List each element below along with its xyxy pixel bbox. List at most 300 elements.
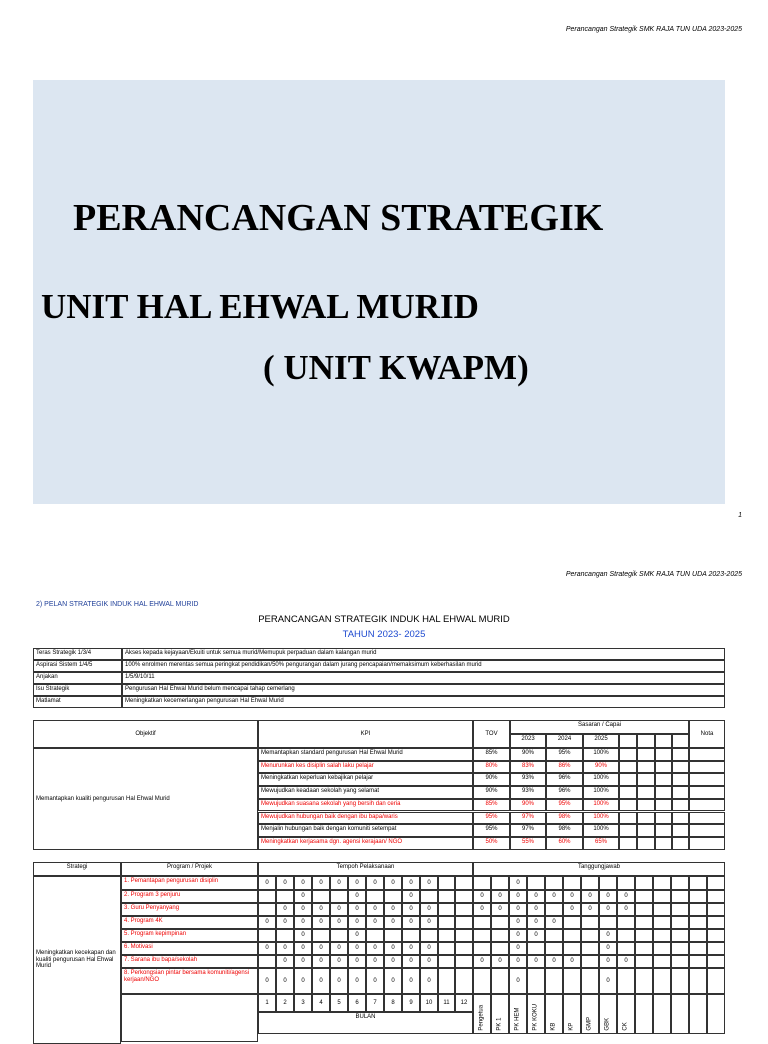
- kpi-empty: [637, 812, 655, 825]
- month-cell: 0: [330, 955, 348, 968]
- month-cell: [455, 903, 473, 916]
- month-cell: [258, 929, 276, 942]
- month-cell: 0: [384, 876, 402, 890]
- month-cell: 0: [312, 876, 330, 890]
- resp-cell: [581, 955, 599, 968]
- kpi-tov: 95%: [473, 824, 510, 837]
- kpi-empty: [637, 786, 655, 799]
- resp-cell: [617, 916, 635, 929]
- doc-title: PERANCANGAN STRATEGIK INDUK HAL EHWAL MURID: [258, 614, 510, 625]
- kpi-nota: [689, 812, 725, 825]
- kpi-item: Mewujudkan keadaan sekolah yang selamat: [258, 786, 473, 799]
- resp-cell: 0: [599, 890, 617, 903]
- resp-cell: [707, 876, 725, 890]
- kpi-2024: 95%: [546, 748, 583, 761]
- kpi-empty: [672, 786, 689, 799]
- year-header: 2023: [510, 734, 546, 748]
- month-cell: 0: [384, 903, 402, 916]
- objektif-header: Objektif: [33, 720, 258, 748]
- kpi-item: Meningkatkan kerjasama dgn. agensi kerajaan/ NGO: [258, 837, 473, 850]
- kpi-header: KPI: [258, 720, 473, 748]
- bulan-label: BULAN: [258, 1012, 473, 1034]
- month-cell: 0: [402, 942, 420, 955]
- resp-cell: [581, 876, 599, 890]
- resp-cell: 0: [617, 903, 635, 916]
- month-number: 1: [258, 994, 276, 1012]
- month-cell: 0: [348, 929, 366, 942]
- month-cell: [455, 890, 473, 903]
- month-cell: 0: [420, 903, 438, 916]
- resp-cell: [689, 942, 707, 955]
- tov-header: TOV: [473, 720, 510, 748]
- resp-cell: 0: [581, 890, 599, 903]
- kpi-empty: [619, 824, 637, 837]
- kpi-item: Menjalin hubungan baik dengan komuniti setempat: [258, 824, 473, 837]
- month-number: 10: [420, 994, 438, 1012]
- month-cell: [384, 890, 402, 903]
- empty-year: [619, 734, 637, 748]
- kpi-tov: 90%: [473, 773, 510, 786]
- resp-cell: [635, 916, 653, 929]
- resp-cell: [473, 929, 491, 942]
- resp-header: [617, 994, 635, 1034]
- program-header: Program / Projek: [121, 862, 258, 876]
- resp-cell: 0: [545, 916, 563, 929]
- month-cell: [366, 890, 384, 903]
- month-cell: 0: [312, 916, 330, 929]
- resp-label: PK 1: [496, 1017, 503, 1031]
- resp-cell: 0: [491, 890, 509, 903]
- resp-cell: 0: [473, 955, 491, 968]
- resp-cell: [581, 929, 599, 942]
- resp-cell: [545, 903, 563, 916]
- resp-cell: [527, 968, 545, 994]
- resp-cell: [707, 929, 725, 942]
- kpi-empty: [637, 837, 655, 850]
- resp-cell: [671, 929, 689, 942]
- resp-cell: [653, 929, 671, 942]
- month-cell: [258, 890, 276, 903]
- resp-cell: [689, 916, 707, 929]
- resp-cell: [473, 876, 491, 890]
- kpi-empty: [672, 837, 689, 850]
- program-item: 5. Program kepimpinan: [121, 929, 258, 942]
- page-header: Perancangan Strategik SMK RAJA TUN UDA 2023-2025: [565, 26, 742, 33]
- resp-cell: [671, 916, 689, 929]
- objective-cell: Memantapkan kualiti pengurusan Hal Ehwal Murid: [33, 748, 258, 850]
- month-cell: [438, 942, 455, 955]
- month-cell: 0: [366, 955, 384, 968]
- month-cell: 0: [402, 903, 420, 916]
- kpi-2025: 100%: [583, 773, 619, 786]
- month-cell: 0: [312, 942, 330, 955]
- kpi-empty: [619, 812, 637, 825]
- resp-cell: 0: [563, 903, 581, 916]
- resp-cell: 0: [509, 968, 527, 994]
- resp-label: PK HEM: [514, 1007, 521, 1031]
- kpi-empty: [655, 812, 672, 825]
- month-number: 8: [384, 994, 402, 1012]
- resp-cell: [617, 942, 635, 955]
- resp-cell: [563, 942, 581, 955]
- resp-cell: [635, 876, 653, 890]
- kpi-2023: 90%: [510, 748, 546, 761]
- resp-cell: [581, 916, 599, 929]
- month-cell: [366, 929, 384, 942]
- resp-cell: [707, 903, 725, 916]
- resp-cell: 0: [509, 876, 527, 890]
- resp-cell: [689, 968, 707, 994]
- month-cell: 0: [420, 968, 438, 994]
- resp-cell: [563, 876, 581, 890]
- resp-cell: 0: [545, 890, 563, 903]
- month-number: 9: [402, 994, 420, 1012]
- kpi-tov: 95%: [473, 812, 510, 825]
- kpi-item: Meningkatkan keperluan kebajikan pelajar: [258, 773, 473, 786]
- kpi-item: Memantapkan standard pengurusan Hal Ehwal Murid: [258, 748, 473, 761]
- month-cell: 0: [294, 916, 312, 929]
- month-cell: 0: [384, 916, 402, 929]
- page-number: 1: [738, 512, 742, 519]
- resp-header: [671, 994, 689, 1034]
- month-cell: 0: [294, 903, 312, 916]
- info-value: 100% enrolmen merentas semua peringkat pendidikan/50% pengurangan dalam jurang pencapaian/memaksimum keberhasilan murid: [122, 660, 725, 672]
- resp-cell: [473, 942, 491, 955]
- resp-cell: 0: [509, 942, 527, 955]
- month-cell: [455, 942, 473, 955]
- kpi-2025: 100%: [583, 786, 619, 799]
- resp-cell: 0: [527, 890, 545, 903]
- month-cell: [455, 876, 473, 890]
- program-item: 6. Motivasi: [121, 942, 258, 955]
- resp-cell: [635, 929, 653, 942]
- resp-cell: [653, 890, 671, 903]
- resp-cell: [545, 942, 563, 955]
- month-cell: [438, 890, 455, 903]
- resp-label: PK KOKU: [532, 1004, 539, 1031]
- year-header: 2025: [583, 734, 619, 748]
- kpi-nota: [689, 748, 725, 761]
- resp-cell: [653, 876, 671, 890]
- resp-label: CK: [622, 1022, 629, 1031]
- resp-cell: 0: [473, 890, 491, 903]
- month-cell: [455, 955, 473, 968]
- month-cell: 0: [276, 916, 294, 929]
- month-cell: [438, 929, 455, 942]
- month-cell: 0: [330, 942, 348, 955]
- month-cell: 0: [330, 916, 348, 929]
- kpi-2023: 55%: [510, 837, 546, 850]
- month-cell: 0: [348, 955, 366, 968]
- month-cell: 0: [384, 955, 402, 968]
- resp-cell: [689, 876, 707, 890]
- program-item: 4. Program 4K: [121, 916, 258, 929]
- resp-cell: [581, 942, 599, 955]
- resp-cell: [617, 929, 635, 942]
- resp-cell: [689, 903, 707, 916]
- resp-cell: [599, 876, 617, 890]
- kpi-tov: 90%: [473, 786, 510, 799]
- resp-cell: 0: [599, 929, 617, 942]
- resp-cell: [599, 916, 617, 929]
- resp-cell: [527, 876, 545, 890]
- resp-header: [527, 994, 545, 1034]
- kpi-2023: 97%: [510, 824, 546, 837]
- resp-cell: [671, 968, 689, 994]
- resp-cell: [689, 929, 707, 942]
- sasaran-header: Sasaran / Capai: [510, 720, 689, 734]
- resp-cell: 0: [617, 955, 635, 968]
- month-cell: 0: [402, 890, 420, 903]
- kpi-2023: 83%: [510, 761, 546, 774]
- resp-cell: 0: [563, 955, 581, 968]
- resp-cell: 0: [581, 903, 599, 916]
- resp-cell: [707, 955, 725, 968]
- resp-cell: [545, 929, 563, 942]
- empty-year: [637, 734, 655, 748]
- resp-cell: [545, 968, 563, 994]
- kpi-2023: 93%: [510, 786, 546, 799]
- month-cell: 0: [420, 916, 438, 929]
- program-blank: [121, 994, 258, 1042]
- month-cell: 0: [276, 955, 294, 968]
- cover-unit: UNIT HAL EHWAL MURID: [41, 287, 479, 326]
- month-cell: 0: [294, 929, 312, 942]
- kpi-empty: [655, 837, 672, 850]
- month-cell: 0: [258, 916, 276, 929]
- resp-cell: [635, 890, 653, 903]
- month-number: 11: [438, 994, 455, 1012]
- nota-header: Nota: [689, 720, 725, 748]
- kpi-empty: [655, 799, 672, 812]
- kpi-tov: 85%: [473, 748, 510, 761]
- month-number: 3: [294, 994, 312, 1012]
- month-cell: 0: [420, 876, 438, 890]
- resp-cell: [671, 876, 689, 890]
- kpi-empty: [637, 761, 655, 774]
- month-number: 4: [312, 994, 330, 1012]
- kpi-empty: [619, 837, 637, 850]
- resp-cell: [473, 916, 491, 929]
- month-cell: 0: [348, 916, 366, 929]
- program-item: 3. Guru Penyanyang: [121, 903, 258, 916]
- month-cell: [420, 890, 438, 903]
- kpi-empty: [619, 773, 637, 786]
- kpi-empty: [672, 812, 689, 825]
- resp-cell: [707, 942, 725, 955]
- resp-cell: 0: [599, 903, 617, 916]
- month-cell: [276, 890, 294, 903]
- month-cell: 0: [294, 942, 312, 955]
- resp-cell: [491, 968, 509, 994]
- kpi-empty: [655, 748, 672, 761]
- month-cell: [258, 903, 276, 916]
- month-cell: [276, 929, 294, 942]
- month-cell: 0: [348, 876, 366, 890]
- resp-cell: [563, 929, 581, 942]
- resp-label: KB: [550, 1022, 557, 1031]
- month-cell: 0: [366, 903, 384, 916]
- kpi-tov: 50%: [473, 837, 510, 850]
- kpi-2023: 97%: [510, 812, 546, 825]
- info-label: Anjakan: [33, 672, 122, 684]
- month-number: 6: [348, 994, 366, 1012]
- resp-cell: [671, 890, 689, 903]
- resp-header: [635, 994, 653, 1034]
- year-header: 2024: [546, 734, 583, 748]
- month-cell: 0: [402, 968, 420, 994]
- month-cell: 0: [330, 876, 348, 890]
- kpi-nota: [689, 786, 725, 799]
- kpi-nota: [689, 799, 725, 812]
- empty-year: [672, 734, 689, 748]
- strategi-header: Strategi: [33, 862, 121, 876]
- kpi-2025: 100%: [583, 824, 619, 837]
- resp-cell: [635, 955, 653, 968]
- kpi-tov: 80%: [473, 761, 510, 774]
- resp-header: [545, 994, 563, 1034]
- info-value: 1/5/9/10/11: [122, 672, 725, 684]
- tempoh-header: Tempoh Pelaksanaan: [258, 862, 473, 876]
- resp-cell: [563, 968, 581, 994]
- kpi-2023: 90%: [510, 799, 546, 812]
- kpi-item: Mewujudkan hubungan baik dengan ibu bapa/waris: [258, 812, 473, 825]
- resp-cell: [491, 876, 509, 890]
- cover-block: [33, 80, 725, 504]
- resp-cell: [671, 903, 689, 916]
- kpi-2024: 95%: [546, 799, 583, 812]
- resp-cell: [563, 916, 581, 929]
- month-number: 12: [455, 994, 473, 1012]
- month-cell: [312, 890, 330, 903]
- resp-cell: [707, 916, 725, 929]
- month-cell: 0: [258, 968, 276, 994]
- resp-cell: [491, 916, 509, 929]
- resp-cell: [671, 955, 689, 968]
- resp-cell: [473, 968, 491, 994]
- resp-cell: [707, 968, 725, 994]
- resp-header: [509, 994, 527, 1034]
- month-cell: 0: [366, 968, 384, 994]
- kpi-2024: 60%: [546, 837, 583, 850]
- resp-label: Pengetua: [478, 1005, 485, 1031]
- kpi-empty: [637, 799, 655, 812]
- month-cell: [402, 929, 420, 942]
- month-cell: 0: [348, 968, 366, 994]
- resp-cell: [689, 955, 707, 968]
- month-cell: 0: [312, 903, 330, 916]
- kpi-nota: [689, 773, 725, 786]
- info-value: Akses kepada kejayaan/Ekuiti untuk semua murid/Memupuk perpaduan dalam kalangan murid: [122, 648, 725, 660]
- resp-cell: 0: [473, 903, 491, 916]
- month-cell: 0: [294, 890, 312, 903]
- month-cell: 0: [276, 942, 294, 955]
- resp-cell: 0: [599, 942, 617, 955]
- resp-cell: [671, 942, 689, 955]
- resp-cell: [581, 968, 599, 994]
- month-cell: 0: [348, 903, 366, 916]
- resp-header: [491, 994, 509, 1034]
- kpi-empty: [637, 773, 655, 786]
- resp-cell: 0: [509, 929, 527, 942]
- resp-cell: 0: [491, 955, 509, 968]
- month-cell: 0: [384, 968, 402, 994]
- resp-cell: 0: [527, 903, 545, 916]
- kpi-empty: [672, 824, 689, 837]
- info-label: Teras Strategik 1/3/4: [33, 648, 122, 660]
- kpi-empty: [619, 799, 637, 812]
- kpi-empty: [672, 748, 689, 761]
- month-cell: [384, 929, 402, 942]
- month-cell: 0: [348, 890, 366, 903]
- resp-cell: [617, 876, 635, 890]
- resp-label: GBK: [604, 1018, 611, 1031]
- kpi-empty: [619, 761, 637, 774]
- kpi-2024: 96%: [546, 773, 583, 786]
- month-cell: 0: [402, 916, 420, 929]
- info-label: Matlamat: [33, 696, 122, 708]
- resp-cell: [491, 942, 509, 955]
- resp-header: [473, 994, 491, 1034]
- month-cell: [330, 929, 348, 942]
- empty-year: [655, 734, 672, 748]
- month-cell: 0: [294, 968, 312, 994]
- resp-cell: [635, 968, 653, 994]
- resp-header: [707, 994, 725, 1034]
- month-cell: 0: [366, 916, 384, 929]
- kpi-2025: 65%: [583, 837, 619, 850]
- kpi-empty: [655, 761, 672, 774]
- section-label: 2) PELAN STRATEGIK INDUK HAL EHWAL MURID: [36, 601, 199, 608]
- resp-header: [653, 994, 671, 1034]
- month-cell: [438, 968, 455, 994]
- resp-cell: 0: [527, 955, 545, 968]
- cover-title: PERANCANGAN STRATEGIK: [73, 197, 604, 239]
- kpi-2025: 90%: [583, 761, 619, 774]
- kpi-2024: 98%: [546, 812, 583, 825]
- kpi-empty: [672, 799, 689, 812]
- resp-cell: [653, 916, 671, 929]
- month-cell: [455, 916, 473, 929]
- kpi-empty: [672, 761, 689, 774]
- kpi-empty: [655, 773, 672, 786]
- info-label: Aspirasi Sistem 1/4/5: [33, 660, 122, 672]
- month-cell: 0: [402, 955, 420, 968]
- month-cell: 0: [420, 942, 438, 955]
- resp-header: [689, 994, 707, 1034]
- kpi-empty: [637, 824, 655, 837]
- month-cell: 0: [384, 942, 402, 955]
- month-cell: [455, 929, 473, 942]
- resp-cell: [707, 890, 725, 903]
- resp-cell: 0: [617, 890, 635, 903]
- program-item: 1. Pemantapan pengurusan disiplin: [121, 876, 258, 890]
- month-number: 7: [366, 994, 384, 1012]
- month-cell: 0: [276, 876, 294, 890]
- kpi-tov: 85%: [473, 799, 510, 812]
- resp-cell: 0: [563, 890, 581, 903]
- resp-cell: 0: [509, 955, 527, 968]
- kpi-nota: [689, 824, 725, 837]
- month-cell: 0: [258, 942, 276, 955]
- month-cell: [420, 929, 438, 942]
- resp-cell: [635, 942, 653, 955]
- month-cell: [330, 890, 348, 903]
- resp-header: [599, 994, 617, 1034]
- resp-cell: [545, 876, 563, 890]
- month-cell: 0: [366, 942, 384, 955]
- month-cell: 0: [330, 968, 348, 994]
